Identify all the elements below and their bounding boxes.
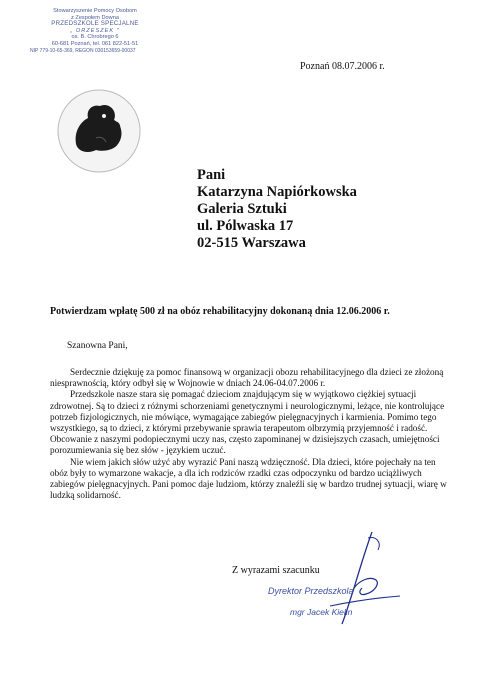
recipient-line: Katarzyna Napiórkowska — [197, 184, 357, 200]
recipient-line: 02-515 Warszawa — [197, 235, 306, 251]
organization-stamp — [32, 8, 158, 54]
stamp-line: Stowarzyszenie Pomocy Osobom — [53, 8, 137, 14]
letter-body — [50, 367, 455, 501]
closing-phrase: Z wyrazami szacunku — [232, 565, 320, 576]
stamp-line: os. B. Chrobrego 6 — [71, 34, 119, 41]
recipient-line: Galeria Sztuki — [197, 201, 287, 217]
body-paragraph: Przedszkole nasze stara się pomagać dzieciom znajdującym się w wyjątkowo ciężkiej sytuacji zdrowotnej. Są to dzieci z różnymi schorzeniami genetycznymi i neurologicznymi, leżące, nie kontrolujące potrzeb fizjologicznych, nie mówiące, wymagające zabiegów pielęgnacyjnych i karmienia. Pomimo tego wszystkiego, są to dzieci, z którymi przebywanie sprawia terapeutom olbrzymią przyjemność i radość. Obcowanie z naszymi podopiecznymi uczy nas, często zapominanej w dzisiejszych czasach, umiejętności porozumiewania się bez słów - językiem uczuć. — [50, 389, 445, 456]
body-paragraph: Serdecznie dziękuję za pomoc finansową w organizacji obozu rehabilitacyjnego dla dzieci ze złożoną niesprawnością, który odbył się w Wojnowie w dniach 24.06-04.07.2006 r. — [50, 367, 444, 389]
stamp-line: 60-681 Poznań, tel. 061 822-51-51 — [51, 40, 139, 47]
stamp-line: PRZEDSZKOLE SPECJALNE — [51, 20, 139, 28]
stamp-line: „ ORZESZEK ” — [70, 27, 120, 34]
recipient-line: Pani — [197, 167, 226, 183]
stamp-line: z Zespołem Downa — [71, 14, 119, 21]
salutation: Szanowna Pani, — [67, 341, 128, 351]
signatory-name: mgr Jacek Kielin — [290, 607, 353, 617]
payment-confirmation: Potwierdzam wpłatę 500 zł na obóz rehabilitacyjny dokonaną dnia 12.06.2006 r. — [50, 306, 390, 317]
body-paragraph: Nie wiem jakich słów użyć aby wyrazić Pani naszą wdzięczność. Dla dzieci, które pojechały na ten obóz były to wymarzone wakacje, a dla ich rodziców rzadki czas odpoczynku od bardzo uciążliwych zabiegów pielęgnacyjnych. Pani pomoc daje ludziom, którzy znaleźli się w bardzo trudnej sytuacji, wiarę w ludzką solidarność. — [50, 456, 447, 501]
signatory-role: Dyrektor Przedszkola — [268, 586, 354, 596]
walnut-squirrel-logo — [56, 88, 142, 174]
letter-date: Poznań 08.07.2006 r. — [300, 61, 385, 72]
recipient-address — [197, 167, 357, 252]
recipient-line: ul. Pólwaska 17 — [197, 218, 294, 234]
stamp-line: NIP 779-10-65-369, REGON 030153659-00037 — [30, 47, 136, 54]
